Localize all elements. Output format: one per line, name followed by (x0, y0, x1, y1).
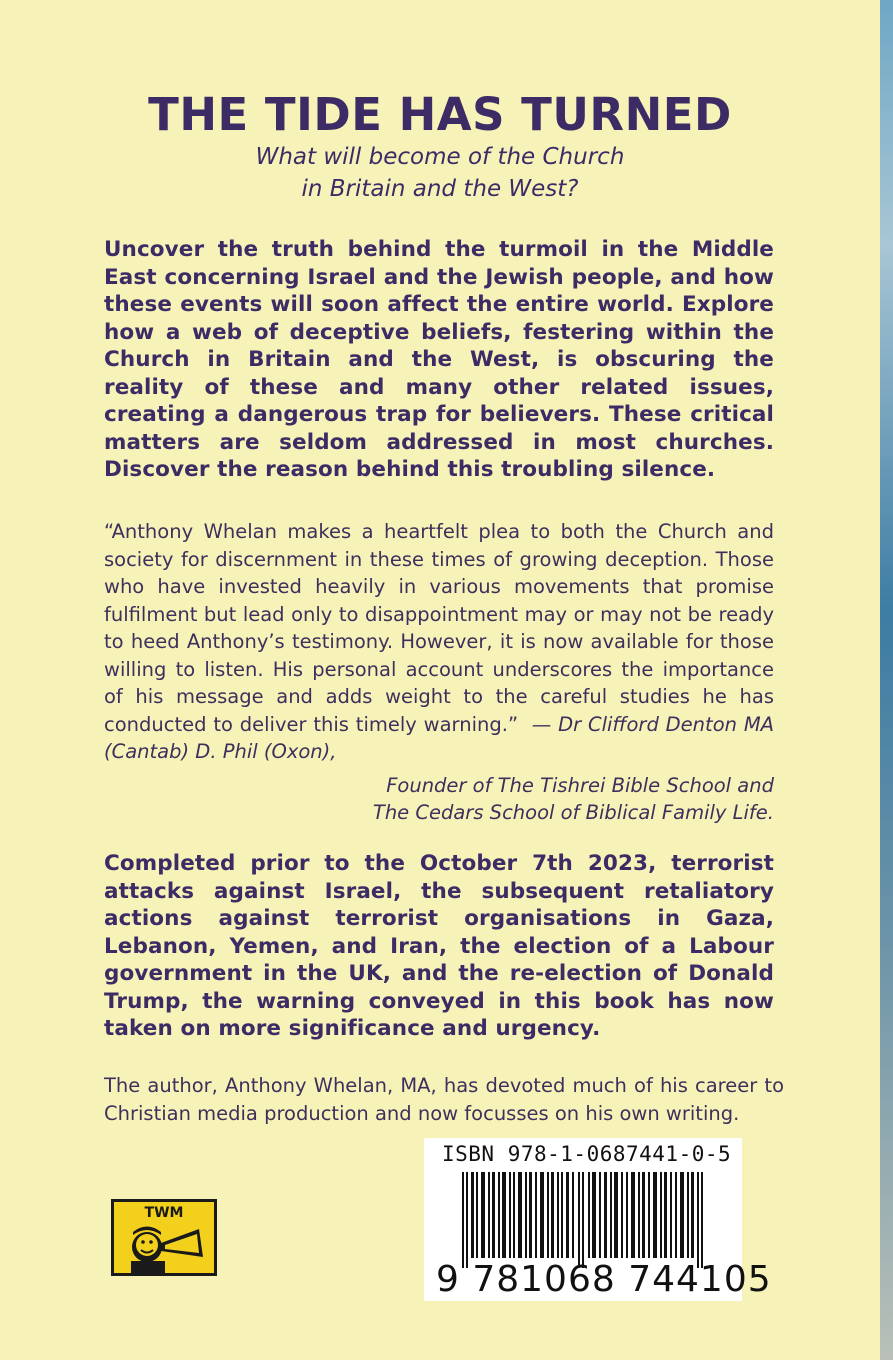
publisher-logo-text: TWM (144, 1205, 184, 1221)
author-bio: The author, Anthony Whelan, MA, has devoted much of his career to Christian media production and now focusses on his own writing. (104, 1074, 784, 1125)
subtitle-line-1: What will become of the Church (255, 144, 625, 170)
isbn-label: ISBN 978-1-0687441-0-5 (442, 1142, 732, 1166)
quote-author-role-1: Founder of The Tishrei Bible School and (386, 774, 774, 797)
quote-text: “Anthony Whelan makes a heartfelt plea to both the Church and society for discernment in these times of growing deception. Those who have invested heavily in various movements that promise fulfilment but lead only to disappointment may or may not be ready to heed Anthony’s testimony. However, it is now available for those willing to listen. His personal account underscores the importance of his message and adds weight to the careful studies he has conducted to deliver this timely warning.” (104, 520, 774, 736)
publisher-logo (111, 1199, 217, 1276)
publisher-logo-icon (111, 1199, 217, 1276)
barcode-digits: 9 781068 744105 (436, 1259, 772, 1300)
subtitle-line-2: in Britain and the West? (301, 176, 579, 202)
barcode-bars (440, 1172, 732, 1268)
isbn-barcode (424, 1138, 772, 1301)
context-paragraph: Completed prior to the October 7th 2023, terrorist attacks against Israel, the subsequent retaliatory actions against terrorist organisations in Gaza, Lebanon, Yemen, and Iran, the election of a Labour government in the UK, and the re-election of Donald Trump, the warning conveyed in this book has now taken on more significance and urgency. (104, 851, 774, 1041)
book-subtitle (0, 141, 880, 205)
front-cover-edge (880, 0, 893, 1360)
book-title: THE TIDE HAS TURNED (148, 88, 732, 141)
endorsement-quote (104, 518, 774, 766)
quote-author-role-2: The Cedars School of Biblical Family Life. (372, 801, 774, 824)
blurb-paragraph: Uncover the truth behind the turmoil in the Middle East concerning Israel and the Jewish people, and how these events will soon affect the entire world. Explore how a web of deceptive beliefs, festering within the Church in Britain and the West, is obscuring the reality of these and many other related issues, creating a dangerous trap for believers. These critical matters are seldom addressed in most churches. Discover the reason behind this troubling silence. (104, 237, 774, 482)
quote-author: — Dr Clifford Denton MA (Cantab) D. Phil (Oxon), (104, 712, 774, 763)
